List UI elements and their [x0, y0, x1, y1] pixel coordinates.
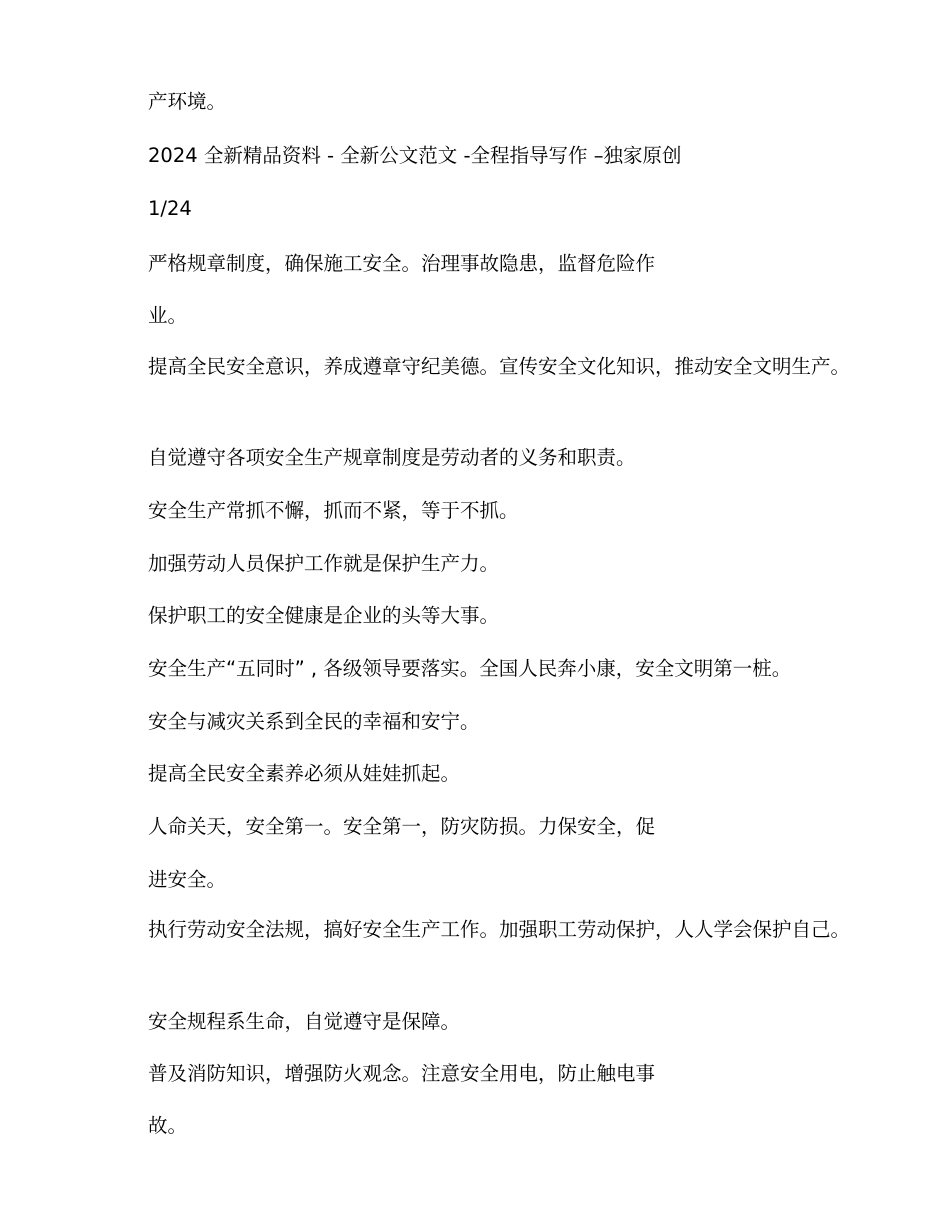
paragraph: 执行劳动安全法规，搞好安全生产工作。加强职工劳动保护，人人学会保护自己。 [148, 918, 851, 941]
text-line: 业。 [148, 304, 188, 327]
text-line: 安全生产“五同时” , 各级领导要落实。全国人民奔小康，安全文明第一桩。 [148, 657, 792, 680]
text-line: 普及消防知识，增强防火观念。注意安全用电，防止触电事 [148, 1062, 656, 1085]
text-line: 严格规章制度，确保施工安全。治理事故隐患，监督危险作 [148, 252, 656, 275]
text-line: 安全规程系生命，自觉遵守是保障。 [148, 1010, 461, 1033]
text-line: 安全与减灾关系到全民的幸福和安宁。 [148, 710, 480, 733]
text-line: 产环境。 [148, 90, 227, 113]
text-line: 安全生产常抓不懈，抓而不紧，等于不抓。 [148, 499, 519, 522]
text-line: 故。 [148, 1114, 188, 1137]
paragraph: 提高全民安全意识，养成遵章守纪美德。宣传安全文化知识，推动安全文明生产。 [148, 355, 851, 378]
text-line: 人命关天，安全第一。安全第一，防灾防损。力保安全，促 [148, 815, 656, 838]
text-line: 自觉遵守各项安全生产规章制度是劳动者的义务和职责。 [148, 446, 636, 469]
text-line: 进安全。 [148, 868, 227, 891]
text-line: 加强劳动人员保护工作就是保护生产力。 [148, 552, 500, 575]
page-number: 1/24 [148, 197, 192, 220]
header-banner-text: 2024 全新精品资料 - 全新公文范文 -全程指导写作 –独家原创 [148, 144, 682, 167]
text-line: 保护职工的安全健康是企业的头等大事。 [148, 604, 500, 627]
text-line: 提高全民安全素养必须从娃娃抓起。 [148, 762, 461, 785]
